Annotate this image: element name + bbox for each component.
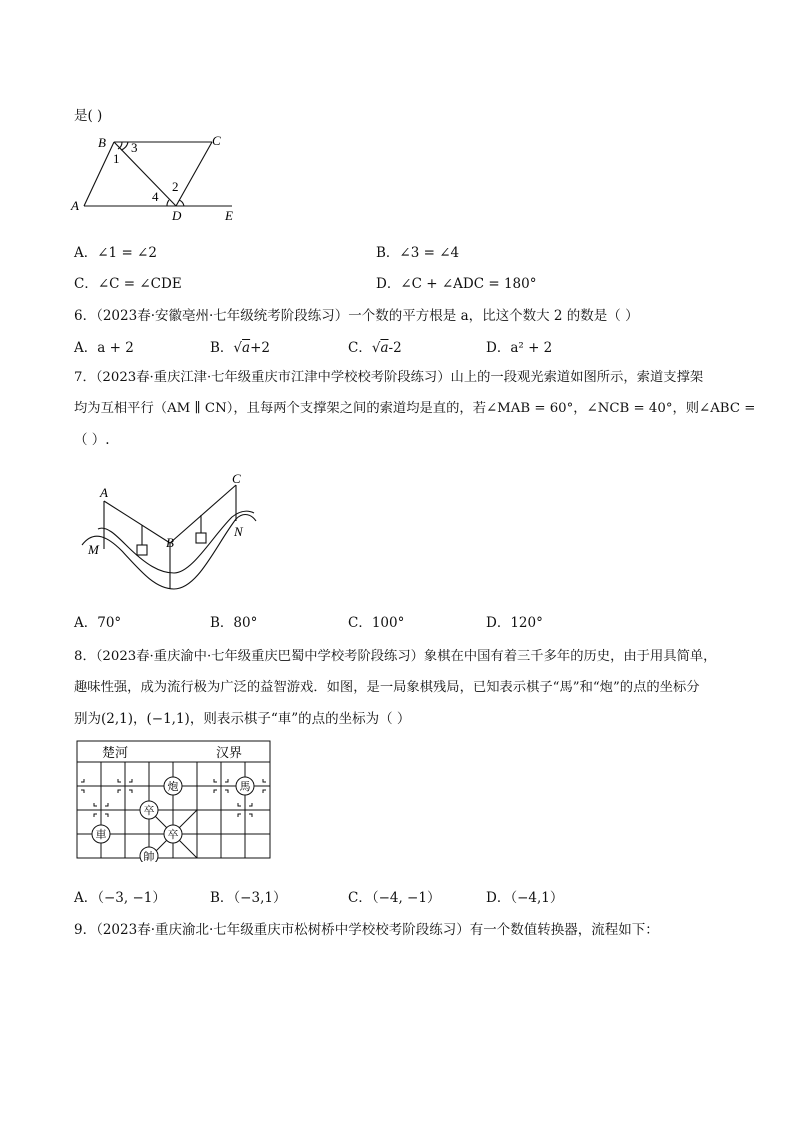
q5-option-b[interactable]: B．∠3 = ∠4: [376, 245, 460, 261]
q7-stem-line3: （ ）.: [74, 432, 110, 448]
board-right-label: 汉界: [216, 745, 243, 760]
q5-angle-3: 3: [131, 140, 138, 155]
q6-option-c-suffix: -2: [388, 340, 402, 356]
q5-label-A: A: [71, 198, 79, 213]
q8-stem-line1: 8．（2023春·重庆渝中·七年级重庆巴蜀中学校考阶段练习）象棋在中国有着三千多年的历史，由于用具简单，: [74, 649, 717, 664]
q5-label-B: B: [98, 135, 106, 150]
q8-option-b[interactable]: B．（−3,1）: [210, 890, 287, 906]
q6-option-b-radicand: a: [242, 340, 251, 356]
q5-angle-1: 1: [113, 151, 120, 166]
piece-ju-label: 車: [95, 829, 107, 841]
q6-option-d[interactable]: D．a² + 2: [486, 340, 553, 356]
q6-option-c[interactable]: [348, 336, 402, 356]
q6-option-c-prefix: C．: [348, 340, 372, 356]
q8-option-a[interactable]: A．（−3, −1）: [74, 890, 166, 906]
q6-stem: 6．（2023春·安徽亳州·七年级统考阶段练习）一个数的平方根是 a，比这个数大 2 的数是（ ）: [74, 308, 639, 324]
q7-option-b[interactable]: B．80°: [210, 615, 258, 631]
q7-option-c[interactable]: C．100°: [348, 615, 405, 631]
q5-parallelogram-figure: [66, 130, 246, 222]
piece-zu-1-label: 卒: [143, 805, 155, 817]
q7-option-a[interactable]: A．70°: [74, 615, 122, 631]
q5-option-d[interactable]: D．∠C + ∠ADC = 180°: [376, 276, 537, 292]
q7-label-M: M: [88, 542, 99, 557]
q8-stem-line3: 别为(2,1)，(−1,1)，则表示棋子“車”的点的坐标为（ ）: [74, 711, 411, 727]
q5-option-a[interactable]: A．∠1 = ∠2: [74, 245, 157, 261]
q5-option-c[interactable]: C．∠C = ∠CDE: [74, 276, 182, 292]
board-left-label: 楚河: [102, 745, 129, 760]
piece-pao-label: 炮: [167, 781, 179, 793]
q5-label-D: D: [172, 208, 182, 222]
q6-option-b[interactable]: [210, 336, 270, 356]
q7-label-C: C: [232, 471, 241, 486]
q8-option-c[interactable]: C．（−4, −1）: [348, 890, 441, 906]
q6-option-a[interactable]: A．a + 2: [74, 340, 134, 356]
sqrt-icon: √: [371, 340, 381, 356]
q7-stem-line1: 7．（2023春·重庆江津·七年级重庆市江津中学校校考阶段练习）山上的一段观光索道如图所示，索道支撑架: [74, 370, 704, 385]
q6-option-c-radicand: a: [380, 340, 389, 356]
piece-ma-label: 馬: [239, 781, 251, 793]
q7-cableway-figure: [76, 465, 276, 595]
q7-label-N: N: [234, 524, 243, 539]
q7-option-d[interactable]: D．120°: [486, 615, 543, 631]
sqrt-icon: √: [233, 340, 243, 356]
q5-angle-2: 2: [172, 179, 179, 194]
q8-option-d[interactable]: D．（−4,1）: [486, 890, 564, 906]
q8-chess-board-figure: [76, 740, 272, 862]
piece-zu-2-label: 卒: [167, 829, 179, 841]
q9-stem: 9．（2023春·重庆渝北·七年级重庆市松树桥中学校校考阶段练习）有一个数值转换器，流程如下：: [74, 922, 659, 938]
q7-label-B: B: [166, 535, 174, 550]
piece-shuai-label: 帥: [143, 851, 155, 862]
q5-label-C: C: [212, 133, 221, 148]
q6-option-b-suffix: +2: [250, 340, 270, 356]
q5-stem-tail: 是( ): [74, 108, 103, 124]
q5-angle-4: 4: [152, 189, 159, 204]
q7-label-A: A: [100, 485, 108, 500]
q6-option-b-prefix: B．: [210, 340, 234, 356]
q7-stem-line2: 均为互相平行（AM ∥ CN），且每两个支撑架之间的索道均是直的，若∠MAB = 60°，∠NCB = 40°，则∠ABC =: [74, 401, 756, 416]
q5-label-E: E: [225, 208, 233, 222]
q8-stem-line2: 趣味性强，成为流行极为广泛的益智游戏．如图，是一局象棋残局，已知表示棋子“馬”和“炮”的点的坐标分: [74, 680, 700, 695]
